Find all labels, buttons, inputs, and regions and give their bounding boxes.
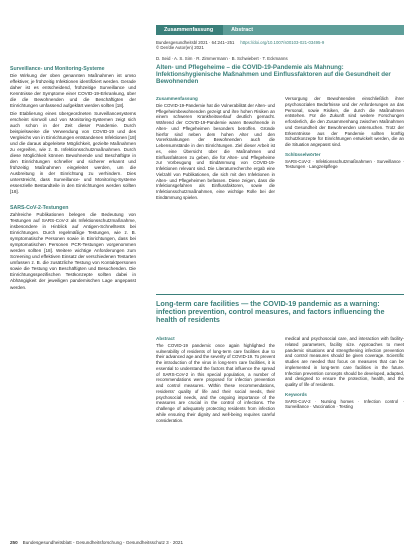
schluesselwoerter-heading: Schlüsselwörter [285,151,321,157]
zusammenfassung-heading: Zusammenfassung [156,96,198,101]
article-title-german: Alten- und Pflegeheime – die COVID-19-Pandemie als Mahnung: Infektionshygienische Maßnahmen und Einflussfaktoren auf die Gesundheit der Bewohnenden [156,64,391,86]
keywords: SARS-CoV-2 · Nursing homes · Infection control · Surveillance · Vaccination · Testing [285,398,404,410]
zusammenfassung-body [156,96,404,202]
abstract-body [156,336,404,425]
journal-name: Bundesgesundheitsblatt - Gesundheitsforschung - Gesundheitsschutz 3 · 2021 [22,540,184,545]
keywords-heading: Keywords [285,391,307,397]
abstract-heading: Abstract [156,336,175,341]
citation-journal: Bundesgesundheitsbl 2021 · 64:241–251 [156,40,235,45]
doi-link[interactable]: https://doi.org/10.1007/s00103-021-03495-9 [240,40,325,45]
language-tabbar [156,25,404,35]
abstract-text-2: medical and psychosocial care, and interaction with facility-related parameters, facility size. Approaches to meet pandemic situations and strengthening infection prevention and control measures should be given coverage. Scientific studies are needed that focus on measures that can be implemented in long-term care facilities in the future. Infection prevention concepts should be developed, adapted, and designed to ensure the protection, health, and the quality of life of residents. [285,336,404,387]
tab-abstract[interactable]: Abstract [231,27,254,33]
citation [156,40,404,50]
paragraph: Zahlreiche Publikationen belegen die Bedeutung von Testungen auf SARS-CoV-2 als Infektionsschutzmaßnahme, insbesondere in Hinblick auf Antigen-Schnelltests bei Einrichtungen. Durch regelmäßige Testungen, wie z. B. symptomatische Personen sowie in Einrichtungen, dass bei symptomatischen Personen PCR-Testungen vorgenommen werden sollten [18]. Weitere wichtige Anforderungen zum Screening und effektiven Einsatz der verschiedenen Testarten umfassen z. B. die zusätzliche Testung von Kontaktpersonen sowie die Testung von Beschäftigten und Besuchenden. Die Einrichtungsspezifischen Testkonzepte sollten dabei in Abhängigkeit der jeweiligen pandemischen Lage angepasst werden. [10,211,136,290]
article-title-english: Long-term care facilities — the COVID-19 pandemic as a warning: infection prevention, control measures, and factors influencing the health of residents [156,299,385,325]
copyright: © Der/die Autor(en) 2021 [156,45,204,51]
zusammenfassung-text-2: Versorgung der Bewohnenden einschließlich ihrer psychosozialen Bedürfnisse und der Anforderungen an das Personal, sowie Risiken, die durch die Maßnahmen entstehen. Für die Zukunft sind weitere Forschungen erforderlich, die den Zusammenhang zwischen Maßnahmen und Gesundheit der Bewohnenden untersuchen. Trotz der Erkenntnisse aus der Pandemie sollten künftig Schutzkonzepte für Einrichtungen entwickelt werden, die an die Situation angepasst sind. [285,96,404,147]
page-number: 250 [10,540,18,545]
zusammenfassung-text-1: Die COVID-19-Pandemie hat die Vulnerabilität der Alten- und Pflegeheimbewohnenden gezeigt und ihre hohen Risiken an einem schweren Krankheitsverlauf deutlich gemacht. Während der COVID-19-Pandemie waren Bewohnende in Alten- und Pflegeheimen besonders betroffen. Gründe hierfür sind neben dem hohen Alter und den Vorerkrankungen der Bewohnenden auch die Lebensumstände in den Einrichtungen. Ziel dieser Arbeit ist es, eine Übersicht über die Maßnahmen und Einflussfaktoren zu geben, die für Alten- und Pflegeheime zur Vorbeugung und Eindämmung von COVID-19-Infektionen relevant sind. Die Literaturrecherche ergab eine Vielzahl von Publikationen, die sich mit den Infektionen in Alten- und Pflegeheimen befassen. Diese zeigen, dass die Infektionsgefahren als Einflussfaktoren, sowie die Infektionsschutzmaßnahmen, eine wichtige Rolle bei der Eindämmung spielen. [156,102,275,200]
left-column [10,66,136,292]
paragraph: Die Wirkung der oben genannten Maßnahmen ist umso effektiver, je frühzeitig Infektionen identifiziert werden. Gerade daher ist es entscheidend, frühzeitige Surveillance und Kenntnisse der Symptome einer COVID-19-Erkrankung, über die die Bewohnenden und die Beschäftigten der Einrichtungen umfassend aufgeklärt werden sollten [18]. [10,73,136,109]
divider [156,294,404,295]
authors: D. Seid · A. S. Sim · R. Zimmermann · B. Schwiebert · T. Eckmanns [156,56,288,61]
tab-zusammenfassung[interactable]: Zusammenfassung [156,25,223,35]
section-heading-surveillance: Surveillance- und Monitoring-Systeme [10,66,105,72]
paragraph: Die Etablierung eines übergeordneten Surveillancesystems erscheint sinnvoll und von Monitoring-Systemen zeigt sich auch schon in der Zeit dieser Pandemie. Durch beispielsweise die Verwendung von COVID-19 und des Vergleichs von in Einrichtungen entstandenen Infektionen [18] und die daraus abgeleitete Möglichkeit, gezielte Maßnahmen zu ergreifen, wie z. B. Infektionsschutzmaßnahmen. Durch diese Möglichkeit können Bewohnende und Beschäftigte in den Einrichtungen schneller und sicherer erkannt und frühzeitig Maßnahmen eingeleitet werden, um die Ausbreitung in der Einrichtung zu verhindern. Dies unterstreicht, dass Surveillance- und Monitoring-Systeme essenzielle Bestandteile in den Einrichtungen werden sollten [18]. [10,110,136,195]
page-footer [10,540,404,545]
abstract-text-1: The COVID-19 pandemic once again highlighted the vulnerability of residents of long-term care facilities due to their advanced age and the severity of COVID-19. To prevent the introduction of the virus in long-term care facilities, it is essential to understand the factors that influence the spread of SARS-CoV-2 in this special population, a number of recommendations were proposed for infection prevention and control measures. Within these recommendations, residents' quality of life and their social needs, their psychosocial needs, and the ongoing importance of the measures are crucial in the control of infections. The challenge of adequately protecting residents from infection while ensuring their dignity and well-being requires careful consideration. [156,342,275,423]
schluesselwoerter: SARS-CoV-2 · Infektionsschutzmaßnahmen · Surveillance · Testungen · Langzeitpflege [285,158,404,170]
section-heading-testungen: SARS-CoV-2-Testungen [10,204,69,211]
